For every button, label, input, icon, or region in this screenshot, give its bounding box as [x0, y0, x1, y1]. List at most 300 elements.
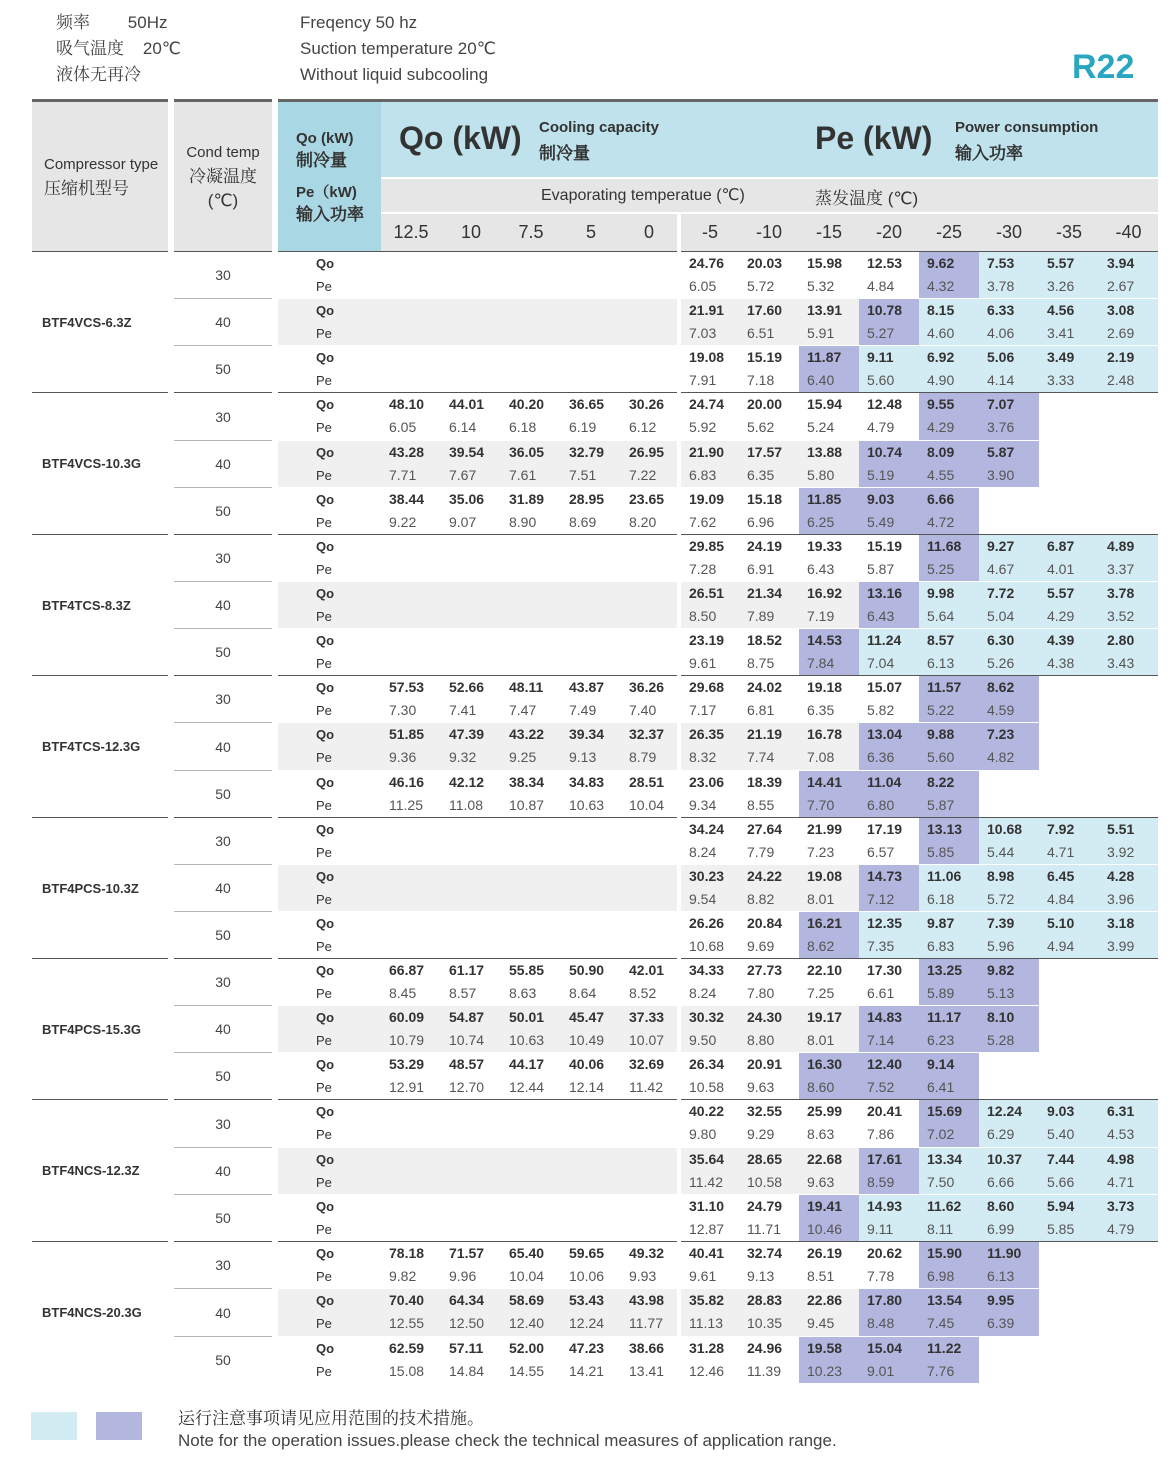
table-row	[32, 1006, 1158, 1053]
pe-label: Pe	[316, 798, 332, 813]
value-cell	[561, 629, 621, 676]
cond-temp-cell: 50	[171, 488, 275, 535]
value-cell	[501, 1053, 561, 1100]
pe-value: 11.08	[449, 797, 483, 813]
qo-value: 15.98	[807, 255, 843, 271]
qo-pe-label	[275, 1195, 381, 1242]
value-cell	[859, 676, 919, 723]
qo-label: Qo	[316, 445, 335, 460]
value-cell	[859, 1148, 919, 1195]
qo-value: 50.90	[569, 962, 605, 978]
pe-value: 7.41	[449, 702, 477, 718]
pe-value: 6.66	[987, 1174, 1015, 1190]
value-cell	[621, 1242, 679, 1289]
value-cell	[739, 299, 799, 346]
value-cell	[561, 393, 621, 441]
pe-value: 5.04	[987, 608, 1015, 624]
cond-temp-cell: 30	[171, 676, 275, 723]
qo-value: 23.19	[689, 632, 725, 648]
qo-value: 7.92	[1047, 821, 1075, 837]
pe-value: 10.07	[629, 1032, 665, 1048]
pe-value: 5.62	[747, 419, 775, 435]
value-cell	[859, 1195, 919, 1242]
qo-value: 19.08	[807, 868, 843, 884]
value-cell	[561, 865, 621, 912]
value-cell	[799, 1053, 859, 1100]
pe-value: 7.89	[747, 608, 775, 624]
qo-pe-label	[275, 1100, 381, 1148]
value-cell	[1039, 723, 1099, 771]
pe-value: 5.85	[1047, 1221, 1075, 1237]
value-cell	[621, 723, 679, 771]
qo-pe-label	[275, 629, 381, 676]
qo-value: 28.83	[747, 1292, 783, 1308]
value-cell	[919, 1148, 979, 1195]
value-cell	[739, 535, 799, 582]
pe-value: 11.25	[389, 797, 423, 813]
pe-value: 6.43	[807, 561, 835, 577]
qo-value: 9.82	[987, 962, 1015, 978]
pe-value: 4.71	[1047, 844, 1075, 860]
pe-value: 6.99	[987, 1221, 1015, 1237]
pe-value: 5.72	[747, 278, 775, 294]
pe-label: Pe	[316, 279, 332, 294]
temperature-header-cell: 10	[441, 213, 501, 252]
qo-value: 14.53	[807, 632, 843, 648]
value-cell	[679, 299, 739, 346]
value-cell	[381, 252, 441, 299]
value-cell	[621, 252, 679, 299]
qo-value: 8.57	[927, 632, 955, 648]
pe-value: 12.46	[689, 1363, 725, 1379]
qo-pe-label	[275, 346, 381, 393]
value-cell	[799, 1006, 859, 1053]
value-cell	[799, 1148, 859, 1195]
pe-value: 8.80	[747, 1032, 775, 1048]
value-cell	[621, 441, 679, 488]
cond-temp-header	[171, 101, 275, 252]
qo-label: Qo	[316, 1104, 335, 1119]
qo-value: 12.48	[867, 396, 903, 412]
pe-value: 7.86	[867, 1126, 895, 1142]
value-cell	[621, 865, 679, 912]
qo-value: 5.57	[1047, 255, 1075, 271]
qo-value: 31.28	[689, 1340, 725, 1356]
pe-value: 7.12	[867, 891, 895, 907]
refrigerant-label: R22	[1072, 48, 1135, 86]
qo-value: 21.99	[807, 821, 843, 837]
pe-value: 9.54	[689, 891, 717, 907]
value-cell	[501, 1242, 561, 1289]
pe-value: 6.41	[927, 1079, 955, 1095]
value-cell	[501, 818, 561, 865]
qo-value: 26.26	[689, 915, 725, 931]
qo-value: 14.93	[867, 1198, 903, 1214]
value-cell	[1039, 1195, 1099, 1242]
value-cell	[739, 1337, 799, 1384]
note-cn: 运行注意事项请见应用范围的技术措施。	[178, 1409, 484, 1428]
qo-value: 21.90	[689, 444, 725, 460]
pe-value: 8.82	[747, 891, 775, 907]
value-cell	[979, 535, 1039, 582]
qo-pe-label	[275, 252, 381, 299]
value-cell	[381, 1195, 441, 1242]
temperature-header-cell: 5	[561, 213, 621, 252]
qo-value: 6.33	[987, 302, 1015, 318]
qo-value: 40.20	[509, 396, 545, 412]
table-row	[32, 959, 1158, 1006]
temperature-header-cell: -15	[799, 213, 859, 252]
qo-value: 47.23	[569, 1340, 605, 1356]
value-cell	[739, 1242, 799, 1289]
value-cell	[441, 1053, 501, 1100]
value-cell	[679, 818, 739, 865]
qo-value: 4.98	[1107, 1151, 1135, 1167]
pe-label: Pe	[316, 1364, 332, 1379]
qo-value: 70.40	[389, 1292, 425, 1308]
qo-value: 27.73	[747, 962, 783, 978]
qo-value: 19.41	[807, 1198, 843, 1214]
pe-value: 10.79	[389, 1032, 425, 1048]
pe-value: 6.05	[689, 278, 717, 294]
conditions-en	[300, 10, 496, 88]
pe-value: 6.91	[747, 561, 775, 577]
value-cell	[1099, 1100, 1158, 1148]
value-cell	[501, 346, 561, 393]
value-cell	[441, 488, 501, 535]
qo-value: 36.05	[509, 444, 545, 460]
qo-pe-label	[275, 1148, 381, 1195]
value-cell	[859, 582, 919, 629]
value-cell	[441, 441, 501, 488]
qo-value: 14.83	[867, 1009, 903, 1025]
qo-value: 8.22	[927, 774, 955, 790]
pe-value: 8.75	[747, 655, 775, 671]
value-cell	[1039, 676, 1099, 723]
qo-value: 6.87	[1047, 538, 1075, 554]
value-cell	[1099, 1195, 1158, 1242]
pe-value: 5.19	[867, 467, 895, 483]
value-cell	[381, 629, 441, 676]
pe-value: 4.59	[987, 702, 1015, 718]
pe-label: Pe	[316, 515, 332, 530]
qo-value: 17.30	[867, 962, 903, 978]
value-cell	[441, 818, 501, 865]
pe-value: 2.48	[1107, 372, 1135, 388]
value-cell	[621, 1195, 679, 1242]
qo-value: 24.76	[689, 255, 725, 271]
pe-value: 3.43	[1107, 655, 1135, 671]
qo-value: 40.22	[689, 1103, 725, 1119]
qo-value: 16.30	[807, 1056, 843, 1072]
pe-value: 6.18	[927, 891, 955, 907]
qo-value: 19.17	[807, 1009, 843, 1025]
pe-label: Pe	[316, 1316, 332, 1331]
pe-value: 3.41	[1047, 325, 1075, 341]
value-cell	[859, 1242, 919, 1289]
value-cell	[979, 1289, 1039, 1337]
table-row	[32, 723, 1158, 771]
value-cell	[859, 912, 919, 959]
pe-value: 4.60	[927, 325, 955, 341]
qo-value: 26.19	[807, 1245, 843, 1261]
value-cell	[561, 535, 621, 582]
pe-value: 6.12	[629, 419, 657, 435]
pe-value: 6.29	[987, 1126, 1015, 1142]
pe-value: 4.06	[987, 325, 1015, 341]
pe-value: 7.18	[747, 372, 775, 388]
pe-value: 3.76	[987, 419, 1015, 435]
value-cell	[561, 1337, 621, 1384]
value-cell	[679, 1053, 739, 1100]
pe-value: 3.92	[1107, 844, 1135, 860]
pe-value: 6.25	[807, 514, 835, 530]
pe-value: 5.64	[927, 608, 955, 624]
value-cell	[561, 818, 621, 865]
qo-label: Qo	[316, 1293, 335, 1308]
value-cell	[501, 1337, 561, 1384]
value-cell	[621, 1053, 679, 1100]
table-row	[32, 252, 1158, 299]
table-row	[32, 1100, 1158, 1148]
value-cell	[1039, 771, 1099, 818]
value-cell	[501, 771, 561, 818]
value-cell	[739, 1100, 799, 1148]
evaporating-header	[381, 178, 1158, 213]
pe-value: 6.35	[747, 467, 775, 483]
value-cell	[859, 959, 919, 1006]
qo-value: 8.60	[987, 1198, 1015, 1214]
qo-value: 20.03	[747, 255, 783, 271]
pe-value: 4.84	[1047, 891, 1075, 907]
pe-value: 8.32	[689, 749, 717, 765]
qo-pe-label	[275, 582, 381, 629]
pe-value: 3.99	[1107, 938, 1135, 954]
qo-value: 25.99	[807, 1103, 843, 1119]
capacity-header	[381, 101, 1158, 179]
qo-value: 10.78	[867, 302, 903, 318]
value-cell	[621, 771, 679, 818]
value-cell	[1039, 818, 1099, 865]
value-cell	[679, 723, 739, 771]
model-name: BTF4NCS-12.3Z	[32, 1100, 171, 1242]
value-cell	[859, 393, 919, 441]
qo-value: 10.37	[987, 1151, 1023, 1167]
value-cell	[1039, 299, 1099, 346]
pe-value: 7.76	[927, 1363, 955, 1379]
model-name: BTF4VCS-10.3G	[32, 393, 171, 535]
qo-value: 12.35	[867, 915, 903, 931]
value-cell	[621, 1289, 679, 1337]
qo-value: 8.10	[987, 1009, 1015, 1025]
pe-value: 6.13	[987, 1268, 1015, 1284]
pe-value: 8.64	[569, 985, 597, 1001]
pe-label: Pe	[316, 1175, 332, 1190]
value-cell	[979, 1148, 1039, 1195]
pe-value: 4.84	[867, 278, 895, 294]
value-cell	[919, 299, 979, 346]
value-cell	[561, 1100, 621, 1148]
value-cell	[919, 959, 979, 1006]
pe-value: 12.40	[509, 1315, 545, 1331]
qo-value: 7.07	[987, 396, 1015, 412]
qo-value: 11.85	[807, 491, 842, 507]
qo-value: 53.29	[389, 1056, 425, 1072]
qo-value: 17.80	[867, 1292, 903, 1308]
qo-value: 28.65	[747, 1151, 783, 1167]
cond-temp-cell: 30	[171, 1242, 275, 1289]
pe-value: 6.13	[927, 655, 955, 671]
qo-value: 17.19	[867, 821, 903, 837]
qo-value: 40.06	[569, 1056, 605, 1072]
qo-value: 28.95	[569, 491, 605, 507]
qo-value: 47.39	[449, 726, 485, 742]
qo-value: 15.18	[747, 491, 783, 507]
pe-value: 3.33	[1047, 372, 1075, 388]
table-row	[32, 535, 1158, 582]
model-name: BTF4PCS-10.3Z	[32, 818, 171, 959]
pe-label: Pe	[316, 326, 332, 341]
pe-value: 2.69	[1107, 325, 1135, 341]
qo-value: 31.10	[689, 1198, 725, 1214]
value-cell	[501, 959, 561, 1006]
pe-label: Pe	[316, 939, 332, 954]
pe-value: 9.36	[389, 749, 417, 765]
qo-value: 7.72	[987, 585, 1015, 601]
qo-value: 20.41	[867, 1103, 903, 1119]
pe-value: 8.01	[807, 891, 835, 907]
value-cell	[441, 252, 501, 299]
pe-value: 9.13	[747, 1268, 775, 1284]
value-cell	[739, 582, 799, 629]
qo-pe-label	[275, 959, 381, 1006]
qo-pe-label	[275, 535, 381, 582]
pe-value: 5.40	[1047, 1126, 1075, 1142]
qo-value: 20.00	[747, 396, 783, 412]
qo-value: 13.04	[867, 726, 903, 742]
qo-value: 39.34	[569, 726, 605, 742]
pe-value: 7.28	[689, 561, 717, 577]
pe-label: Pe	[316, 373, 332, 388]
value-cell	[859, 535, 919, 582]
value-cell	[979, 865, 1039, 912]
model-name: BTF4NCS-20.3G	[32, 1242, 171, 1384]
value-cell	[621, 1100, 679, 1148]
value-cell	[381, 723, 441, 771]
pe-value: 7.08	[807, 749, 835, 765]
pe-value: 8.50	[689, 608, 717, 624]
qo-pe-label	[275, 771, 381, 818]
value-cell	[739, 629, 799, 676]
pe-value: 7.52	[867, 1079, 895, 1095]
value-cell	[859, 441, 919, 488]
pe-value: 9.61	[689, 655, 717, 671]
value-cell	[561, 252, 621, 299]
pe-value: 7.78	[867, 1268, 895, 1284]
pe-value: 6.36	[867, 749, 895, 765]
pe-value: 10.06	[569, 1268, 605, 1284]
value-cell	[979, 346, 1039, 393]
pe-value: 12.87	[689, 1221, 725, 1237]
pe-value: 6.05	[389, 419, 417, 435]
pe-value: 6.39	[987, 1315, 1015, 1331]
pe-value: 7.70	[807, 797, 835, 813]
pe-value: 9.25	[509, 749, 537, 765]
value-cell	[919, 488, 979, 535]
pe-value: 9.93	[629, 1268, 657, 1284]
qo-value: 4.28	[1107, 868, 1135, 884]
value-cell	[1039, 488, 1099, 535]
value-cell	[919, 393, 979, 441]
value-cell	[979, 582, 1039, 629]
qo-value: 35.82	[689, 1292, 725, 1308]
pe-value: 5.87	[867, 561, 895, 577]
value-cell	[1099, 1053, 1158, 1100]
qo-value: 24.79	[747, 1198, 783, 1214]
value-cell	[1039, 1053, 1099, 1100]
pe-value: 7.22	[629, 467, 657, 483]
value-cell	[679, 912, 739, 959]
value-cell	[799, 771, 859, 818]
pe-value: 8.63	[509, 985, 537, 1001]
temperature-header-cell: -10	[739, 213, 799, 252]
qo-value: 32.79	[569, 444, 605, 460]
qo-value: 7.39	[987, 915, 1015, 931]
qo-value: 71.57	[449, 1245, 485, 1261]
qo-value: 44.17	[509, 1056, 545, 1072]
cond-temp-cell: 50	[171, 346, 275, 393]
value-cell	[621, 912, 679, 959]
pe-value: 6.35	[807, 702, 835, 718]
value-cell	[561, 1006, 621, 1053]
qo-value: 6.92	[927, 349, 955, 365]
condition-line: Freqency 50 hz	[300, 13, 418, 32]
pe-value: 6.96	[747, 514, 775, 530]
value-cell	[799, 535, 859, 582]
pe-value: 7.67	[449, 467, 477, 483]
header-text: 压缩机型号	[44, 178, 129, 198]
qo-value: 13.34	[927, 1151, 963, 1167]
qo-value: 17.60	[747, 302, 783, 318]
value-cell	[799, 252, 859, 299]
pe-value: 10.87	[509, 797, 545, 813]
value-cell	[1099, 865, 1158, 912]
value-cell	[799, 912, 859, 959]
value-cell	[859, 252, 919, 299]
value-cell	[1099, 441, 1158, 488]
pe-value: 7.40	[629, 702, 657, 718]
table-row	[32, 1289, 1158, 1337]
pe-value: 7.14	[867, 1032, 895, 1048]
value-cell	[679, 1242, 739, 1289]
value-cell	[561, 582, 621, 629]
qo-label: Qo	[316, 1341, 335, 1356]
value-cell	[1099, 723, 1158, 771]
pe-value: 12.50	[449, 1315, 485, 1331]
qo-pe-label	[275, 441, 381, 488]
cond-temp-cell: 50	[171, 1337, 275, 1384]
value-cell	[501, 299, 561, 346]
header-text: 输入功率	[296, 204, 364, 224]
value-cell	[799, 676, 859, 723]
value-cell	[1099, 959, 1158, 1006]
pe-value: 6.98	[927, 1268, 955, 1284]
qo-value: 5.94	[1047, 1198, 1075, 1214]
value-cell	[441, 582, 501, 629]
value-cell	[979, 723, 1039, 771]
value-cell	[441, 1195, 501, 1242]
value-cell	[679, 676, 739, 723]
